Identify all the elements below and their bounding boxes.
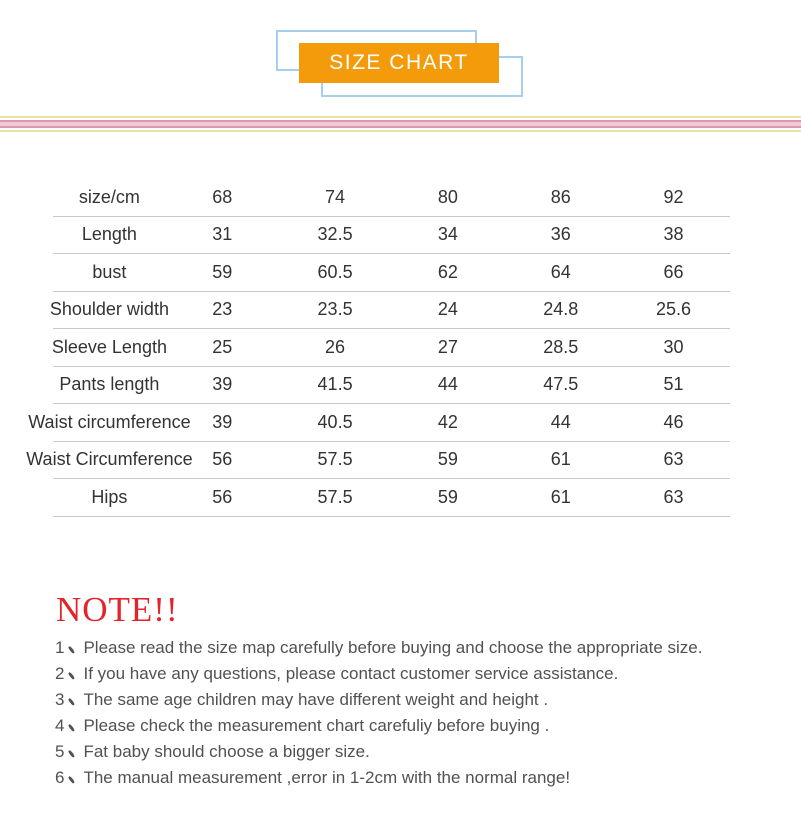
row-label: Waist Circumference (26, 449, 193, 470)
table-cell: 86 (550, 186, 571, 207)
divider-yellow-line-bottom (0, 130, 801, 132)
table-cell: 34 (437, 224, 458, 245)
table-cell: 47.5 (543, 374, 579, 395)
enumeration-comma-mark (67, 724, 76, 733)
table-row (28, 404, 730, 442)
banner-title: SIZE CHART (299, 43, 499, 83)
table-cell: 23 (212, 299, 233, 320)
table-cell: 59 (437, 449, 458, 470)
table-cell: 40.5 (317, 411, 353, 432)
table-cell: 59 (212, 261, 233, 282)
note-item (55, 713, 755, 739)
table-row (53, 367, 730, 405)
table-row (53, 479, 730, 517)
divider-pink-band (0, 120, 801, 128)
row-label: Length (81, 224, 137, 245)
table-cell: 25 (212, 336, 233, 357)
row-label: Waist circumference (28, 411, 191, 432)
divider-yellow-line-top (0, 116, 801, 118)
enumeration-comma-mark (67, 672, 76, 681)
note-number: 6 (55, 768, 65, 787)
table-cell: 31 (212, 224, 233, 245)
note-text: The same age children may have different weight and height . (83, 690, 549, 709)
table-cell: 64 (550, 261, 571, 282)
table-row (53, 217, 730, 255)
table-cell: 42 (437, 411, 458, 432)
table-cell: 46 (663, 411, 684, 432)
table-cell: 44 (437, 374, 458, 395)
table-cell: 32.5 (317, 224, 353, 245)
size-table (26, 179, 730, 517)
note-text: Fat baby should choose a bigger size. (83, 742, 370, 761)
note-list (55, 635, 755, 791)
note-item (55, 661, 755, 687)
note-text: Please read the size map carefully before buying and choose the appropriate size. (83, 638, 703, 657)
row-label: bust (92, 261, 127, 282)
table-cell: 44 (550, 411, 571, 432)
note-item (55, 765, 755, 791)
table-cell: 56 (212, 449, 233, 470)
table-cell: 66 (663, 261, 684, 282)
table-cell: 39 (212, 374, 233, 395)
note-text: If you have any questions, please contact customer service assistance. (83, 664, 619, 683)
enumeration-comma-mark (67, 698, 76, 707)
note-number: 4 (55, 716, 65, 735)
table-cell: 63 (663, 449, 684, 470)
table-cell: 27 (437, 336, 458, 357)
table-cell: 41.5 (317, 374, 353, 395)
table-cell: 60.5 (317, 261, 353, 282)
table-row (53, 329, 730, 367)
note-number: 2 (55, 664, 65, 683)
table-cell: 92 (663, 186, 684, 207)
row-label: Shoulder width (49, 299, 169, 320)
table-cell: 24 (437, 299, 458, 320)
note-item (55, 635, 755, 661)
note-item (55, 739, 755, 765)
row-label: Hips (91, 486, 128, 507)
table-cell: 25.6 (656, 299, 692, 320)
table-cell: 57.5 (317, 449, 353, 470)
note-heading: NOTE!! (56, 590, 179, 629)
table-cell: 59 (437, 486, 458, 507)
table-cell: 51 (663, 374, 684, 395)
table-cell: 63 (663, 486, 684, 507)
table-cell: 74 (325, 186, 346, 207)
table-cell: 28.5 (543, 336, 579, 357)
note-number: 5 (55, 742, 65, 761)
table-cell: 68 (212, 186, 233, 207)
table-cell: 30 (663, 336, 684, 357)
table-cell: 61 (550, 449, 571, 470)
enumeration-comma-mark (67, 646, 76, 655)
table-row (26, 442, 730, 480)
table-cell: 39 (212, 411, 233, 432)
table-cell: 36 (550, 224, 571, 245)
note-number: 3 (55, 690, 65, 709)
row-label: Sleeve Length (51, 336, 167, 357)
table-row (53, 179, 730, 217)
enumeration-comma-mark (67, 776, 76, 785)
note-item (55, 687, 755, 713)
table-cell: 38 (663, 224, 684, 245)
note-text: The manual measurement ,error in 1-2cm with the normal range! (83, 768, 571, 787)
table-cell: 56 (212, 486, 233, 507)
table-cell: 57.5 (317, 486, 353, 507)
table-cell: 23.5 (317, 299, 353, 320)
table-cell: 61 (550, 486, 571, 507)
row-label: Pants length (59, 374, 160, 395)
enumeration-comma-mark (67, 750, 76, 759)
note-text: Please check the measurement chart carefuliy before buying . (83, 716, 550, 735)
table-cell: 24.8 (543, 299, 579, 320)
table-cell: 62 (437, 261, 458, 282)
table-cell: 80 (437, 186, 458, 207)
table-row (49, 292, 730, 330)
table-row (53, 254, 730, 292)
note-number: 1 (55, 638, 65, 657)
table-cell: 26 (325, 336, 346, 357)
row-label: size/cm (78, 186, 140, 207)
